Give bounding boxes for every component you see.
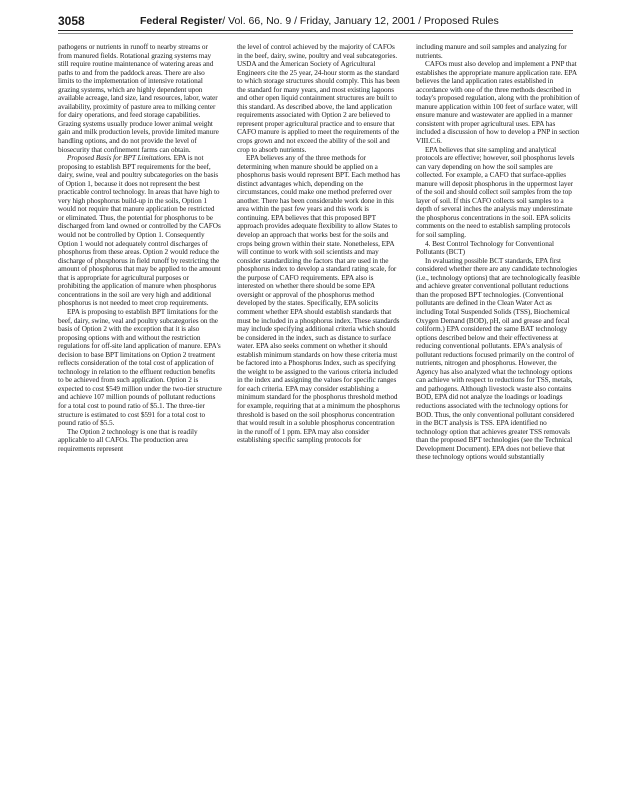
- journal-name: Federal Register: [140, 15, 223, 27]
- issue-line: / Vol. 66, No. 9 / Friday, January 12, 2001 / Proposed Rules: [222, 15, 499, 27]
- header-rule-thin: [58, 33, 573, 34]
- running-head: [140, 15, 499, 27]
- subsection-title: Proposed Basis for BPT Limitations.: [67, 154, 174, 163]
- paragraph: CAFOs must also develop and implement a PNP that establishes the appropriate manure application rate. EPA believes the land application rates established in accordance with one of the three methods described in today's proposed regulation, along with the prohibition of manure application within 100 feet of surface water, will ensure manure and wastewater are applied in a manner consistent with proper agricultural uses. EPA has included a discussion of how to develop a PNP in section VIII.C.6.: [416, 60, 580, 146]
- paragraph: In evaluating possible BCT standards, EPA first considered whether there are any candidate technologies (i.e., technology options) that are technologically feasible and achieve greater conventional pollutant reductions than the proposed BPT technologies. (Conventional pollutants are defined in the Clean Water Act as including Total Suspended Solids (TSS), Biochemical Oxygen Demand (BOD), pH, oil and grease and fecal coliform.) EPA considered the same BAT technology options described below and their effectiveness at reducing conventional pollutants. EPA's analysis of pollutant reductions focused primarily on the control of nutrients, nitrogen and phosphorus. However, the Agency has also analyzed what the technology options can achieve with respect to reductions for TSS, metals, and pathogens. Although livestock waste also contains BOD, EPA did not analyze the loadings or loadings reductions associated with the technology options for BOD. Thus, the only conventional pollutant considered in the BCT analysis is TSS. EPA identified no technology option that achieves greater TSS removals than the proposed BPT technologies (see the Technical Development Document). EPA does not believe that these technology options would substantially: [416, 256, 580, 462]
- section-heading: 4. Best Control Technology for Conventional Pollutants (BCT): [416, 239, 554, 257]
- page-number: 3058: [58, 14, 85, 28]
- header-rule: [58, 30, 573, 31]
- text-column-1: [58, 43, 222, 453]
- paragraph: EPA is proposing to establish BPT limitations for the beef, dairy, swine, veal and poultry subcategories on the basis of Option 2 with the exception that it is also proposing options with and without the restriction regulations for off-site land application of manure. EPA's decision to base BPT limitations on Option 2 treatment reflects consideration of the total cost of application of technology in relation to the effluent reduction benefits to be achieved from such application. Option 2 is expected to cost $549 million under the two-tier structure and achieve 107 million pounds of pollutant reductions for a total cost to pound ratio of $5.1. The three-tier structure is estimated to cost $591 for a total cost to pound ratio of $5.5.: [58, 307, 222, 428]
- text-column-2: [237, 43, 401, 445]
- paragraph-text: EPA is not proposing to establish BPT requirements for the beef, dairy, swine, veal and poultry subcategories on the basis of Option 1, because it does not represent the best practicable control technology. In areas that have high to very high phosphorus build-up in the soils, Option 1 would not require that manure application be restricted or eliminated. Thus, the potential for phosphorus to be discharged from land owned or controlled by the CAFOs would not be controlled by Option 1. Consequently Option 1 would not adequately control discharges of phosphorus from these areas. Option 2 would reduce the discharge of phosphorus in field runoff by restricting the amount of phosphorus that may be applied to the amount that is appropriate for agricultural purposes or prohibiting the application of manure when phosphorus concentrations in the soil are very high and additional phosphorus is not needed to meet crop requirements.: [58, 154, 221, 308]
- paragraph: The Option 2 technology is one that is readily applicable to all CAFOs. The production area requirements represent: [58, 427, 198, 453]
- paragraph: the level of control achieved by the majority of CAFOs in the beef, dairy, swine, poultry and veal subcategories. USDA and the American Society of Agricultural Engineers cite the 25 year, 24-hour storm as the standard to which storage structures should comply. This has been the standard for many years, and most existing lagoons and other open liquid containment structures are built to this standard. As described above, the land application requirements associated with Option 2 are believed to represent proper agricultural practice and to ensure that CAFO manure is applied to meet the requirements of the crops grown and not exceed the ability of the soil and crop to absorb nutrients.: [237, 43, 400, 154]
- text-column-3: [416, 43, 580, 462]
- paragraph: pathogens or nutrients in runoff to nearby streams or from manured fields. Rotational grazing systems may still require routine maintenance of watering areas and paths to and from the paddock areas. There are also limits to the implementation of intensive rotational grazing systems, which are highly dependent upon available acreage, land size, land resources, labor, water availability, proximity of pasture area to milking center for dairy operations, and feed storage capabilities. Grazing systems usually produce lower animal weight gain and milk production levels, provide limited manure handling options, and do not provide the level of biosecurity that confinement farms can obtain.: [58, 43, 219, 154]
- page-header: [58, 14, 573, 30]
- paragraph: EPA believes any of the three methods for determining when manure should be applied on a phosphorus basis would represent BPT. Each method has distinct advantages which, depending on the circumstances, could make one method preferred over another. There has been considerable work done in this area within the past few years and this work is continuing. EPA believes that this proposed BPT approach provides adequate flexibility to allow States to develop an approach that works best for the soils and crops being grown within their state. Nonetheless, EPA will continue to work with soil scientists and may consider standardizing the factors that are used in the phosphorus index to develop a standard rating scale, for the purpose of CAFO requirements. EPA also is interested on whether there should be some EPA oversight or approval of the phosphorus method developed by the states. Specifically, EPA solicits comment whether EPA should establish standards that must be included in a phosphorus index. These standards may include specifying additional criteria which should be considered in the index, such as distance to surface water. EPA also seeks comment on whether it should establish minimum standards on how these criteria must be factored into a Phosphorus Index, such as specifying the weight to be assigned to the various criteria included in the index and assigning the values for specific ranges for each criteria. EPA may consider establishing a minimum standard for the phosphorus threshold method for example, requiring that at a minimum the phosphorus threshold is based on the soil phosphorus concentration that would result in a soluble phosphorus concentration in the runoff of 1 ppm. EPA may also consider establishing specific sampling protocols for: [237, 154, 401, 445]
- paragraph: including manure and soil samples and analyzing for nutrients.: [416, 43, 567, 60]
- paragraph: [58, 154, 222, 308]
- paragraph: EPA believes that site sampling and analytical protocols are effective; however, soil phosphorus levels can vary depending on how the soil samples are collected. For example, a CAFO that surface-applies manure will deposit phosphorus in the uppermost layer of the soil and should collect soil samples from the top layer of soil. If this CAFO collects soil samples to a depth of several inches the analysis may underestimate the phosphorus concentrations in the soil. EPA solicits comments on the need to establish sampling protocols for soil sampling.: [416, 145, 575, 240]
